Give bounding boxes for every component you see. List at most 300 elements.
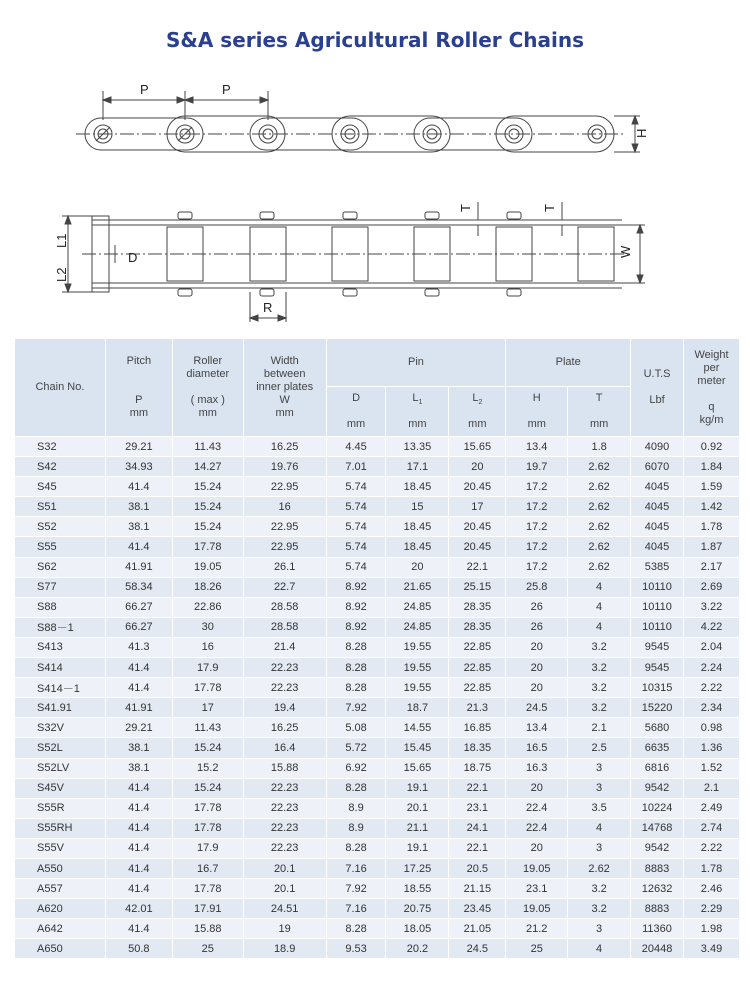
cell-weight: 2.69 [683, 577, 739, 597]
cell-weight: 1.84 [683, 457, 739, 477]
l1-label: L1 [54, 233, 69, 248]
table-row [15, 557, 740, 577]
cell-chain-no: S414 [15, 658, 106, 678]
cell-pitch: 29.21 [105, 437, 172, 457]
cell-plate-t: 2.62 [568, 497, 631, 517]
cell-chain-no: S45V [15, 778, 106, 798]
cell-pin-l1: 20.75 [386, 899, 449, 919]
cell-plate-t: 2.62 [568, 477, 631, 497]
header-pin-l1: $L_1$ mm [386, 387, 449, 437]
cell-weight: 2.29 [683, 899, 739, 919]
cell-chain-no: A642 [15, 919, 106, 939]
cell-uts: 5385 [631, 557, 684, 577]
cell-uts: 10110 [631, 577, 684, 597]
cell-plate-h: 16.5 [506, 738, 568, 758]
cell-roller-diameter: 17.91 [172, 899, 243, 919]
cell-pin-d: 8.28 [326, 678, 386, 698]
cell-plate-h: 23.1 [506, 879, 568, 899]
table-row [15, 899, 740, 919]
table-row [15, 758, 740, 778]
cell-roller-diameter: 17.9 [172, 658, 243, 678]
cell-roller-diameter: 11.43 [172, 437, 243, 457]
height-label: H [634, 128, 649, 138]
cell-pin-d: 7.16 [326, 858, 386, 878]
cell-plate-h: 25.8 [506, 577, 568, 597]
header-pin: Pin [326, 339, 506, 387]
cell-pin-l2: 21.3 [449, 698, 506, 718]
cell-roller-diameter: 17.78 [172, 818, 243, 838]
cell-pin-d: 8.28 [326, 838, 386, 858]
cell-chain-no: S62 [15, 557, 106, 577]
cell-chain-no: S77 [15, 577, 106, 597]
cell-pin-l1: 19.1 [386, 838, 449, 858]
cell-pin-l2: 23.1 [449, 798, 506, 818]
cell-pitch: 41.3 [105, 637, 172, 657]
cell-pin-l1: 17.1 [386, 457, 449, 477]
cell-pin-d: 5.74 [326, 497, 386, 517]
cell-chain-no: S52LV [15, 758, 106, 778]
cell-pin-l1: 19.1 [386, 778, 449, 798]
cell-uts: 10315 [631, 678, 684, 698]
cell-pin-d: 6.92 [326, 758, 386, 778]
header-pitch: Pitch P mm [105, 339, 172, 437]
cell-pin-d: 8.28 [326, 658, 386, 678]
cell-roller-diameter: 16.7 [172, 858, 243, 878]
cell-weight: 3.49 [683, 939, 739, 959]
cell-pin-l1: 13.35 [386, 437, 449, 457]
cell-uts: 10110 [631, 597, 684, 617]
cell-width: 28.58 [243, 597, 326, 617]
cell-uts: 20448 [631, 939, 684, 959]
cell-width: 22.23 [243, 778, 326, 798]
cell-uts: 10224 [631, 798, 684, 818]
cell-pitch: 29.21 [105, 718, 172, 738]
cell-plate-h: 13.4 [506, 718, 568, 738]
header-pin-d: D mm [326, 387, 386, 437]
cell-pin-l1: 24.85 [386, 617, 449, 637]
table-row [15, 537, 740, 557]
cell-chain-no: S32V [15, 718, 106, 738]
cell-width: 21.4 [243, 637, 326, 657]
cell-plate-h: 25 [506, 939, 568, 959]
cell-pitch: 41.91 [105, 557, 172, 577]
cell-weight: 0.98 [683, 718, 739, 738]
table-row [15, 858, 740, 878]
cell-pin-l1: 24.85 [386, 597, 449, 617]
cell-pin-d: 7.01 [326, 457, 386, 477]
cell-pin-l2: 28.35 [449, 617, 506, 637]
cell-weight: 1.36 [683, 738, 739, 758]
cell-width: 22.95 [243, 517, 326, 537]
cell-pin-l1: 18.55 [386, 879, 449, 899]
table-row [15, 718, 740, 738]
cell-plate-h: 17.2 [506, 477, 568, 497]
cell-weight: 2.49 [683, 798, 739, 818]
cell-plate-h: 26 [506, 597, 568, 617]
cell-pin-l2: 20.45 [449, 517, 506, 537]
cell-chain-no: A650 [15, 939, 106, 959]
width-label: W [618, 245, 633, 258]
cell-pin-l1: 17.25 [386, 858, 449, 878]
cell-uts: 9542 [631, 838, 684, 858]
cell-width: 28.58 [243, 617, 326, 637]
cell-weight: 2.24 [683, 658, 739, 678]
cell-width: 19 [243, 919, 326, 939]
thickness-label-1: T [458, 204, 473, 212]
cell-weight: 4.22 [683, 617, 739, 637]
cell-pin-l2: 22.85 [449, 658, 506, 678]
cell-pitch: 41.91 [105, 698, 172, 718]
header-chain-no: Chain No. [15, 339, 106, 437]
cell-width: 24.51 [243, 899, 326, 919]
header-plate: Plate [506, 339, 631, 387]
cell-plate-t: 3.2 [568, 637, 631, 657]
cell-pin-l2: 22.85 [449, 637, 506, 657]
pitch-label-2: P [222, 82, 231, 97]
cell-pin-d: 8.28 [326, 637, 386, 657]
cell-plate-t: 4 [568, 617, 631, 637]
cell-pin-l2: 25.15 [449, 577, 506, 597]
cell-plate-t: 2.62 [568, 537, 631, 557]
cell-weight: 1.42 [683, 497, 739, 517]
cell-uts: 4045 [631, 517, 684, 537]
cell-uts: 10110 [631, 617, 684, 637]
cell-plate-t: 3.5 [568, 798, 631, 818]
cell-pin-d: 5.08 [326, 718, 386, 738]
cell-pin-l2: 28.35 [449, 597, 506, 617]
thickness-label-2: T [542, 204, 557, 212]
cell-plate-h: 22.4 [506, 798, 568, 818]
cell-uts: 6635 [631, 738, 684, 758]
cell-pin-l1: 15.65 [386, 758, 449, 778]
pin-diameter-label: D [128, 250, 138, 265]
cell-plate-t: 2.62 [568, 517, 631, 537]
table-row [15, 818, 740, 838]
table-row [15, 778, 740, 798]
cell-width: 22.95 [243, 477, 326, 497]
cell-weight: 1.52 [683, 758, 739, 778]
cell-pitch: 41.4 [105, 537, 172, 557]
cell-width: 20.1 [243, 858, 326, 878]
cell-uts: 9542 [631, 778, 684, 798]
cell-roller-diameter: 15.24 [172, 738, 243, 758]
cell-uts: 11360 [631, 919, 684, 939]
table-row [15, 738, 740, 758]
cell-weight: 1.98 [683, 919, 739, 939]
cell-pin-l2: 20.5 [449, 858, 506, 878]
cell-pin-d: 9.53 [326, 939, 386, 959]
cell-plate-t: 3 [568, 838, 631, 858]
table-row [15, 517, 740, 537]
cell-pin-d: 8.92 [326, 597, 386, 617]
cell-roller-diameter: 18.26 [172, 577, 243, 597]
cell-pin-l2: 17 [449, 497, 506, 517]
cell-plate-h: 20 [506, 678, 568, 698]
cell-weight: 2.74 [683, 818, 739, 838]
cell-roller-diameter: 15.24 [172, 778, 243, 798]
cell-pitch: 38.1 [105, 758, 172, 778]
cell-chain-no: A550 [15, 858, 106, 878]
cell-pin-l2: 23.45 [449, 899, 506, 919]
cell-plate-t: 4 [568, 597, 631, 617]
cell-uts: 15220 [631, 698, 684, 718]
cell-plate-t: 3.2 [568, 698, 631, 718]
cell-plate-t: 2.62 [568, 457, 631, 477]
cell-pin-l2: 20.45 [449, 537, 506, 557]
table-row [15, 497, 740, 517]
cell-uts: 4045 [631, 497, 684, 517]
page-title: S&A series Agricultural Roller Chains [166, 28, 584, 52]
cell-uts: 5680 [631, 718, 684, 738]
cell-width: 22.7 [243, 577, 326, 597]
cell-pitch: 38.1 [105, 738, 172, 758]
cell-pitch: 41.4 [105, 818, 172, 838]
cell-weight: 2.17 [683, 557, 739, 577]
cell-pin-d: 8.92 [326, 577, 386, 597]
cell-width: 20.1 [243, 879, 326, 899]
cell-chain-no: S55R [15, 798, 106, 818]
cell-width: 16.4 [243, 738, 326, 758]
cell-plate-h: 24.5 [506, 698, 568, 718]
cell-roller-diameter: 17 [172, 698, 243, 718]
cell-pin-d: 8.9 [326, 818, 386, 838]
cell-pin-d: 8.28 [326, 919, 386, 939]
cell-plate-h: 20 [506, 658, 568, 678]
cell-width: 19.4 [243, 698, 326, 718]
cell-chain-no: S45 [15, 477, 106, 497]
cell-pin-l2: 24.5 [449, 939, 506, 959]
spec-table-body [15, 437, 740, 959]
cell-pin-l1: 20.2 [386, 939, 449, 959]
cell-plate-h: 16.3 [506, 758, 568, 778]
cell-chain-no: A557 [15, 879, 106, 899]
cell-uts: 6816 [631, 758, 684, 778]
header-weight: Weight per meter q kg/m [683, 339, 739, 437]
table-row [15, 798, 740, 818]
cell-weight: 2.22 [683, 838, 739, 858]
table-row [15, 678, 740, 698]
cell-roller-diameter: 15.24 [172, 497, 243, 517]
cell-pin-d: 8.9 [326, 798, 386, 818]
cell-chain-no: S52L [15, 738, 106, 758]
cell-width: 22.23 [243, 678, 326, 698]
cell-roller-diameter: 25 [172, 939, 243, 959]
table-row [15, 577, 740, 597]
table-row [15, 838, 740, 858]
cell-pin-l1: 15 [386, 497, 449, 517]
cell-roller-diameter: 15.24 [172, 477, 243, 497]
cell-width: 18.9 [243, 939, 326, 959]
cell-pitch: 66.27 [105, 617, 172, 637]
cell-plate-h: 20 [506, 838, 568, 858]
cell-width: 16.25 [243, 437, 326, 457]
cell-pin-d: 8.28 [326, 778, 386, 798]
cell-pin-l2: 18.35 [449, 738, 506, 758]
cell-roller-diameter: 15.24 [172, 517, 243, 537]
cell-pin-l2: 16.85 [449, 718, 506, 738]
cell-roller-diameter: 17.78 [172, 537, 243, 557]
cell-pin-l1: 20 [386, 557, 449, 577]
cell-pin-l2: 22.1 [449, 557, 506, 577]
cell-uts: 14768 [631, 818, 684, 838]
l2-label: L2 [54, 267, 69, 282]
cell-pin-l2: 24.1 [449, 818, 506, 838]
cell-pin-l2: 22.1 [449, 778, 506, 798]
cell-plate-t: 4 [568, 577, 631, 597]
cell-pitch: 41.4 [105, 858, 172, 878]
header-roller-diameter: Roller diameter ( max ) mm [172, 339, 243, 437]
cell-width: 26.1 [243, 557, 326, 577]
cell-pin-l2: 15.65 [449, 437, 506, 457]
cell-pin-d: 5.74 [326, 517, 386, 537]
cell-width: 22.23 [243, 658, 326, 678]
cell-weight: 2.34 [683, 698, 739, 718]
cell-pitch: 34.93 [105, 457, 172, 477]
header-pin-l2: $L_2$ mm [449, 387, 506, 437]
cell-uts: 12632 [631, 879, 684, 899]
cell-plate-h: 19.7 [506, 457, 568, 477]
cell-pin-l1: 15.45 [386, 738, 449, 758]
cell-plate-h: 26 [506, 617, 568, 637]
cell-uts: 8883 [631, 858, 684, 878]
cell-pin-l1: 14.55 [386, 718, 449, 738]
cell-chain-no: S32 [15, 437, 106, 457]
table-row [15, 437, 740, 457]
cell-plate-h: 20 [506, 778, 568, 798]
cell-roller-diameter: 15.2 [172, 758, 243, 778]
cell-plate-t: 3.2 [568, 658, 631, 678]
cell-pin-d: 7.92 [326, 879, 386, 899]
cell-plate-h: 19.05 [506, 858, 568, 878]
cell-plate-t: 3.2 [568, 899, 631, 919]
cell-weight: 1.78 [683, 517, 739, 537]
table-row [15, 939, 740, 959]
cell-plate-h: 19.05 [506, 899, 568, 919]
cell-pin-d: 8.92 [326, 617, 386, 637]
table-row [15, 617, 740, 637]
cell-chain-no: A620 [15, 899, 106, 919]
cell-pitch: 38.1 [105, 497, 172, 517]
cell-roller-diameter: 15.88 [172, 919, 243, 939]
cell-pin-l2: 18.75 [449, 758, 506, 778]
cell-roller-diameter: 14.27 [172, 457, 243, 477]
cell-plate-t: 4 [568, 939, 631, 959]
cell-width: 19.76 [243, 457, 326, 477]
cell-pin-l1: 19.55 [386, 678, 449, 698]
cell-pin-d: 7.92 [326, 698, 386, 718]
cell-plate-h: 17.2 [506, 517, 568, 537]
cell-pin-l2: 20 [449, 457, 506, 477]
cell-plate-t: 2.62 [568, 557, 631, 577]
cell-pitch: 41.4 [105, 658, 172, 678]
header-uts: U.T.S Lbf [631, 339, 684, 437]
cell-pin-d: 5.74 [326, 557, 386, 577]
cell-plate-t: 4 [568, 818, 631, 838]
cell-plate-t: 3 [568, 919, 631, 939]
cell-plate-t: 1.8 [568, 437, 631, 457]
cell-plate-t: 2.5 [568, 738, 631, 758]
cell-pitch: 41.4 [105, 477, 172, 497]
cell-width: 22.95 [243, 537, 326, 557]
cell-weight: 1.59 [683, 477, 739, 497]
cell-weight: 1.87 [683, 537, 739, 557]
header-plate-t: T mm [568, 387, 631, 437]
chain-diagram [0, 70, 750, 332]
cell-pitch: 38.1 [105, 517, 172, 537]
header-width: Width between inner plates W mm [243, 339, 326, 437]
cell-pin-l1: 21.1 [386, 818, 449, 838]
cell-weight: 1.78 [683, 858, 739, 878]
cell-uts: 9545 [631, 637, 684, 657]
cell-pitch: 41.4 [105, 879, 172, 899]
cell-pin-l1: 18.7 [386, 698, 449, 718]
spec-table [14, 338, 740, 959]
cell-chain-no: S55 [15, 537, 106, 557]
cell-roller-diameter: 11.43 [172, 718, 243, 738]
table-row [15, 658, 740, 678]
cell-plate-h: 17.2 [506, 497, 568, 517]
cell-plate-h: 17.2 [506, 537, 568, 557]
cell-chain-no: S88－1 [15, 617, 106, 637]
cell-plate-h: 22.4 [506, 818, 568, 838]
cell-width: 16 [243, 497, 326, 517]
cell-pin-d: 7.16 [326, 899, 386, 919]
cell-roller-diameter: 22.86 [172, 597, 243, 617]
cell-weight: 2.46 [683, 879, 739, 899]
cell-uts: 4090 [631, 437, 684, 457]
cell-pitch: 41.4 [105, 798, 172, 818]
pitch-label-1: P [140, 82, 149, 97]
cell-plate-h: 17.2 [506, 557, 568, 577]
cell-weight: 2.22 [683, 678, 739, 698]
cell-width: 16.25 [243, 718, 326, 738]
cell-pin-l1: 18.45 [386, 537, 449, 557]
cell-chain-no: S55RH [15, 818, 106, 838]
cell-pitch: 41.4 [105, 778, 172, 798]
cell-plate-t: 2.62 [568, 858, 631, 878]
cell-plate-h: 21.2 [506, 919, 568, 939]
cell-plate-t: 3 [568, 778, 631, 798]
cell-pin-l1: 19.55 [386, 637, 449, 657]
cell-pin-d: 4.45 [326, 437, 386, 457]
cell-plate-t: 3.2 [568, 678, 631, 698]
table-row [15, 477, 740, 497]
cell-chain-no: S55V [15, 838, 106, 858]
cell-uts: 6070 [631, 457, 684, 477]
cell-plate-t: 2.1 [568, 718, 631, 738]
cell-weight: 0.92 [683, 437, 739, 457]
cell-roller-diameter: 17.78 [172, 798, 243, 818]
cell-pin-l2: 21.05 [449, 919, 506, 939]
cell-chain-no: S88 [15, 597, 106, 617]
cell-pin-l2: 21.15 [449, 879, 506, 899]
cell-weight: 2.04 [683, 637, 739, 657]
cell-pin-l1: 18.45 [386, 477, 449, 497]
cell-plate-t: 3.2 [568, 879, 631, 899]
table-row [15, 698, 740, 718]
cell-pitch: 50.8 [105, 939, 172, 959]
table-row [15, 879, 740, 899]
cell-width: 15.88 [243, 758, 326, 778]
cell-roller-diameter: 17.78 [172, 879, 243, 899]
cell-plate-h: 13.4 [506, 437, 568, 457]
cell-pitch: 66.27 [105, 597, 172, 617]
cell-uts: 9545 [631, 658, 684, 678]
cell-pitch: 58.34 [105, 577, 172, 597]
cell-width: 22.23 [243, 838, 326, 858]
cell-pitch: 41.4 [105, 678, 172, 698]
cell-plate-h: 20 [506, 637, 568, 657]
